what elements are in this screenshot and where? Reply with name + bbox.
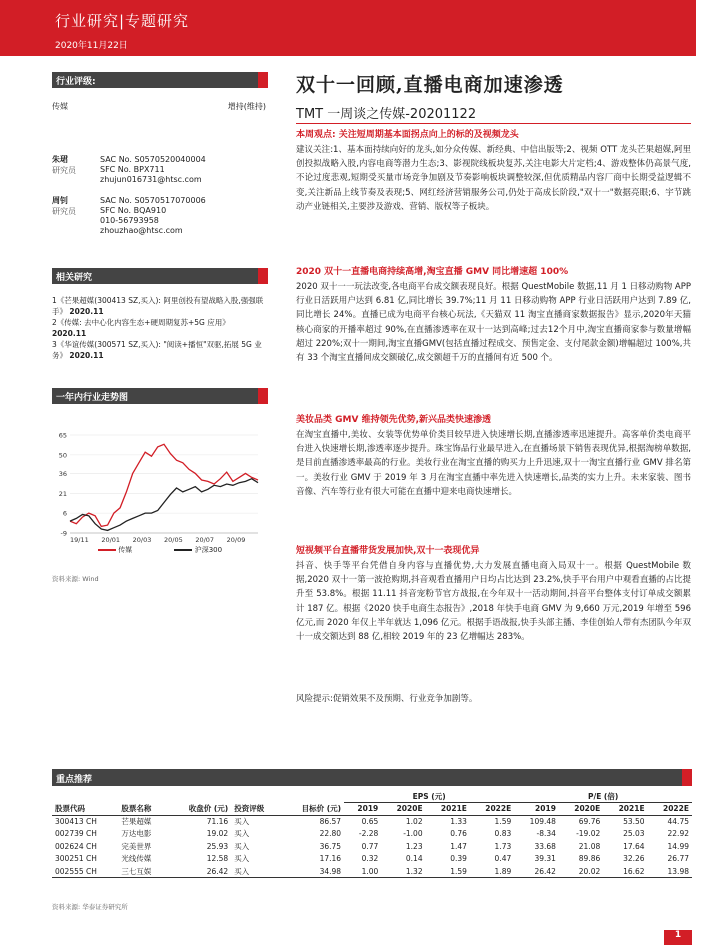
rating-title-bar — [52, 72, 266, 88]
table-cell: 71.16 — [206, 817, 229, 826]
recommend-title: 重点推荐 — [56, 775, 93, 785]
y-tick-label: 65 — [58, 431, 67, 440]
table-cell: 1.02 — [405, 817, 423, 826]
analyst-2 — [52, 196, 266, 242]
legend-swatch-media — [98, 549, 116, 551]
table-cell: -1.00 — [403, 829, 423, 839]
table-row — [52, 840, 692, 853]
related-item-date: 2020.11 — [69, 307, 104, 316]
report-subtitle: TMT 一周谈之传媒-20201122 — [296, 107, 477, 122]
analyst-name: 周钊 — [52, 196, 68, 205]
table-cell: 0.83 — [494, 829, 512, 839]
table-cell: 26.42 — [168, 865, 231, 878]
y-tick-label: 36 — [58, 469, 67, 478]
chart-title: 一年内行业走势图 — [56, 393, 129, 403]
series-line-media — [70, 444, 258, 526]
table-cell: 1.33 — [450, 817, 467, 826]
table-cell: 1.23 — [405, 841, 423, 851]
table-cell: 89.86 — [578, 854, 601, 864]
recommend-title-accent — [682, 769, 692, 786]
header-bar — [0, 0, 720, 56]
table-column-header: 收盘价 (元) — [168, 803, 231, 816]
table-cell: 17.16 — [319, 854, 342, 864]
header-corner — [692, 0, 720, 56]
analyst-phone: 010-56793958 — [100, 216, 159, 225]
related-list — [52, 295, 266, 361]
industry-trend-chart — [52, 425, 266, 560]
table-cell: 25.93 — [206, 841, 229, 851]
table-cell: 44.75 — [667, 817, 689, 826]
analyst-sac: SAC No. S0570520040004 — [100, 155, 206, 164]
table-cell: 33.68 — [534, 841, 556, 851]
eps-group-header: EPS (元) — [344, 790, 514, 803]
table-column-header: 2021E — [603, 803, 647, 816]
table-cell: 买入 — [234, 817, 250, 826]
rating-title-accent — [258, 72, 268, 88]
table-column-header: 2021E — [426, 803, 470, 816]
industry-rating: 增持(维持) — [227, 102, 266, 111]
recommend-title-bar — [52, 769, 690, 786]
table-spacer — [52, 790, 344, 803]
table-column-header: 股票代码 — [52, 803, 118, 816]
table-cell: 买入 — [231, 865, 281, 878]
related-item-date: 2020.11 — [69, 351, 104, 360]
title-divider — [296, 123, 691, 124]
section-heading: 本周观点: 关注短周期基本面拐点向上的标的及视频龙头 — [296, 130, 519, 140]
related-title-bar — [52, 268, 266, 284]
analyst-email[interactable]: zhujun016731@htsc.com — [100, 175, 202, 184]
table-cell: 21.08 — [578, 841, 601, 851]
table-source: 资料来源: 华泰证券研究所 — [52, 903, 128, 911]
table-cell: 买入 — [234, 854, 250, 864]
table-cell: 1.47 — [450, 841, 467, 851]
related-item-text: 3《华谊传媒(300571 SZ,买入): "阅读+播恒"双驱,拓展 5G 业务》 — [52, 340, 262, 360]
table-cell: 0.39 — [450, 854, 467, 864]
report-date: 2020年11月22日 — [55, 41, 128, 51]
chart-title-accent — [258, 388, 268, 404]
table-cell: -8.34 — [536, 829, 556, 839]
table-header-row — [52, 803, 692, 816]
table-cell: 0.47 — [494, 854, 512, 864]
analyst-sfc: SFC No. BPX711 — [100, 165, 165, 174]
table-row — [52, 853, 692, 866]
table-row — [52, 865, 692, 878]
table-cell: 买入 — [234, 829, 250, 839]
y-tick-label: 6 — [62, 509, 67, 518]
related-item[interactable] — [52, 295, 266, 317]
recommend-table — [52, 790, 692, 878]
analyst-role: 研究员 — [52, 166, 76, 175]
chart-source: 资料来源: Wind — [52, 575, 99, 583]
table-cell: 002624 CH — [55, 841, 97, 851]
report-category: 行业研究|专题研究 — [55, 12, 190, 30]
industry-name: 传媒 — [52, 102, 68, 111]
table-cell: 0.76 — [450, 829, 467, 839]
related-title-accent — [258, 268, 268, 284]
related-item-date: 2020.11 — [52, 329, 87, 338]
page-footer — [52, 930, 692, 945]
table-cell: 300251 CH — [55, 854, 97, 864]
table-column-header: 2019 — [514, 803, 559, 816]
table-cell: 0.14 — [405, 854, 423, 864]
table-cell: 109.48 — [529, 817, 556, 826]
table-cell: 买入 — [234, 841, 250, 851]
analyst-sfc: SFC No. BQA910 — [100, 206, 167, 215]
table-cell: 86.57 — [319, 817, 342, 826]
related-title: 相关研究 — [56, 273, 93, 283]
table-cell: 20.02 — [559, 865, 603, 878]
table-row — [52, 815, 692, 828]
analyst-contact — [100, 155, 206, 185]
table-cell: 1.59 — [494, 817, 512, 826]
table-body — [52, 815, 692, 878]
table-column-header: 2022E — [648, 803, 692, 816]
risk-warning: 风险提示:促销效果不及预期、行业竞争加剧等。 — [296, 694, 478, 704]
table-cell: 16.62 — [603, 865, 647, 878]
y-tick-label: 50 — [58, 451, 67, 460]
y-tick-label: 21 — [58, 489, 67, 498]
rating-row — [52, 102, 266, 113]
rating-title: 行业评级: — [56, 77, 96, 87]
table-cell: 39.31 — [534, 854, 556, 864]
section-heading: 美妆品类 GMV 维持领先优势,新兴品类快速渗透 — [296, 415, 491, 425]
analyst-name: 朱珺 — [52, 155, 68, 164]
section-heading: 短视频平台直播带货发展加快,双十一表现优异 — [296, 546, 480, 556]
table-cell: 1.73 — [494, 841, 512, 851]
table-column-header: 2020E — [559, 803, 603, 816]
section-body: 2020 双十一一玩法改变,各电商平台成交额表现良好。根据 QuestMobile 数据,11 月 1 日移动购物 APP 行业日活跃用户达到 6.81 亿,同比增长 39.7%;11 月 11 日移动购物 APP 行业日活跃用户达到 7.89 亿,同比增长 24%。直播已成为电商平台核心玩法,《天猫双 11 淘宝直播商家数据报告》显示,2020年天猫核心商家的开播率超过 90%,在直播渗透率在双十一达到高峰;过去12个月中,淘宝直播商家参与数量增幅超过 220%;双十一期间,淘宝直播GMV(包括直播过程成交、预售定金、支付尾款金额)增幅超过 100%,共有 33 个淘宝直播间成交额破亿,成交额超千万的直播间有近 500 个。 — [296, 282, 691, 364]
x-tick-label: 20/07 — [195, 536, 215, 544]
table-cell: 0.32 — [361, 854, 379, 864]
table-column-header: 2022E — [470, 803, 514, 816]
table-cell: 53.50 — [623, 817, 645, 826]
x-tick-label: 20/09 — [226, 536, 246, 544]
section-body: 建议关注:1、基本面持续向好的龙头,如分众传媒、新经典、中信出版等;2、视频 OTT 龙头芒果超媒,阿里创投拟战略入股,内容电商等潜力生态;3、影视院线板块复苏,关注电影大片定档;4、游戏整体仍高景气度,不论过度悲观,短期受买量市场竞争加剧及节奏影响板块调整较深,但优质精品内容厂商中长期受益逻辑不变,关注新品上线节奏及表现;5、网红经济营销服务公司,仍处于高成长阶段,"双十一"数据亮眼;6、宇节跳动产业链相关,主要涉及游戏、营销、版权等子板块。 — [296, 145, 691, 212]
section-body: 在淘宝直播中,美妆、女装等优势单价类目较早进入快速增长期,直播渗透率迅速提升。高客单价类电商平台进入快速增长期,渗透率逐步提升。珠宝饰品行业最早进入,在直播场景下销售表现优异,根据淘榜单数据,是目前直播渗透率最高的行业。美妆行业在淘宝直播的购买力上升迅速,双十一淘宝直播行业 GMV 排名第一。美妆行业 GMV 于 2019 年 3 月在淘宝直播中率先进入快速增长,品类的实力上升。未来家装、图书音像、汽车等行业有很大可能在直播中迎来电商快速增长。 — [296, 430, 691, 497]
table-cell: 14.99 — [667, 841, 689, 851]
table-cell: 69.76 — [578, 817, 601, 826]
table-column-header: 2020E — [381, 803, 425, 816]
section-body: 抖音、快手等平台凭借自身内容与直播优势,大力发展直播电商入局双十一。根据 QuestMobile 数据,2020 双十一第一波抢购期,抖音观看直播用户日均占比达到 23.2%,快手平台用户中观看直播的占比提升至 53.8%。根据 11.11 抖音宠粉节官方战报,在今年双十一活动期间,抖音平台整体支付订单成交额累计 187 亿。根据《2020 快手电商生态报告》,2018 年快手电商 GMV 为 9,660 万元,2019 年增至 596 亿元,而 2020 年仅上半年就达 1,096 亿元。根据手语战报,快手头部主播、李佳创始人带有杰团队今年双十一成交额达到 88 亿,相较 2019 年的 23 亿增幅达 283%。 — [296, 561, 691, 643]
table-column-header: 股票名称 — [118, 803, 168, 816]
table-cell: 1.00 — [344, 865, 381, 878]
table-cell: 32.26 — [623, 854, 645, 864]
table-cell: -19.02 — [576, 829, 601, 839]
trend-chart-svg — [52, 425, 266, 545]
table-cell: 完美世界 — [121, 841, 152, 851]
table-cell: 25.03 — [623, 829, 645, 839]
legend-label-hs300: 沪深300 — [194, 546, 223, 554]
x-tick-label: 20/05 — [164, 536, 183, 544]
table-row — [52, 828, 692, 841]
table-cell: 34.98 — [281, 865, 344, 878]
chart-title-bar — [52, 388, 266, 404]
chart-legend — [52, 545, 266, 555]
table-cell: 1.32 — [381, 865, 425, 878]
table-column-header: 目标价 (元) — [281, 803, 344, 816]
analyst-1 — [52, 155, 266, 201]
x-tick-label: 19/11 — [70, 536, 89, 544]
table-cell: 1.89 — [470, 865, 514, 878]
section-heading: 2020 双十一直播电商持续高增,淘宝直播 GMV 同比增速超 100% — [296, 267, 569, 277]
analyst-contact — [100, 196, 206, 236]
table-cell: 1.59 — [426, 865, 470, 878]
legend-label-media: 传媒 — [118, 546, 133, 554]
table-cell: 002739 CH — [55, 829, 97, 839]
table-cell: 22.80 — [319, 829, 342, 839]
x-tick-label: 20/01 — [101, 536, 121, 544]
analyst-role: 研究员 — [52, 207, 76, 216]
table-cell: 36.75 — [319, 841, 342, 851]
related-item[interactable] — [52, 317, 266, 339]
table-cell: 22.92 — [667, 829, 689, 839]
table-cell: 芒果超媒 — [121, 817, 152, 826]
analyst-email[interactable]: zhouzhao@htsc.com — [100, 226, 183, 235]
table-column-header: 投资评级 — [231, 803, 281, 816]
table-cell: 三七互娱 — [118, 865, 168, 878]
table-cell: 002555 CH — [52, 865, 118, 878]
y-tick-label: -9 — [60, 529, 67, 538]
table-cell: 19.02 — [206, 829, 229, 839]
table-cell: 26.42 — [514, 865, 559, 878]
analyst-sac: SAC No. S0570517070006 — [100, 196, 206, 205]
x-tick-label: 20/03 — [132, 536, 152, 544]
pe-group-header: P/E (倍) — [514, 790, 692, 803]
report-title: 双十一回顾,直播电商加速渗透 — [296, 74, 564, 96]
related-item-text: 2《传媒: 去中心化内容生态+硬周期复苏+5G 应用》 — [52, 318, 230, 327]
table-cell: 万达电影 — [121, 829, 152, 839]
table-cell: 光线传媒 — [121, 854, 152, 864]
table-cell: 0.65 — [361, 817, 379, 826]
table-cell: 300413 CH — [55, 817, 97, 826]
series-line-hs300 — [70, 479, 258, 531]
table-cell: 13.98 — [648, 865, 692, 878]
related-item[interactable] — [52, 339, 266, 361]
table-cell: 26.77 — [667, 854, 689, 864]
related-item-text: 1《芒果超媒(300413 SZ,买入): 阿里创投有望战略入股,强强联手》 — [52, 296, 264, 316]
table-cell: 17.64 — [623, 841, 645, 851]
legend-swatch-hs300 — [174, 549, 192, 551]
table-cell: 12.58 — [206, 854, 229, 864]
table-cell: -2.28 — [358, 829, 379, 839]
table-column-header: 2019 — [344, 803, 381, 816]
page-number: 1 — [664, 930, 692, 945]
table-cell: 0.77 — [361, 841, 379, 851]
